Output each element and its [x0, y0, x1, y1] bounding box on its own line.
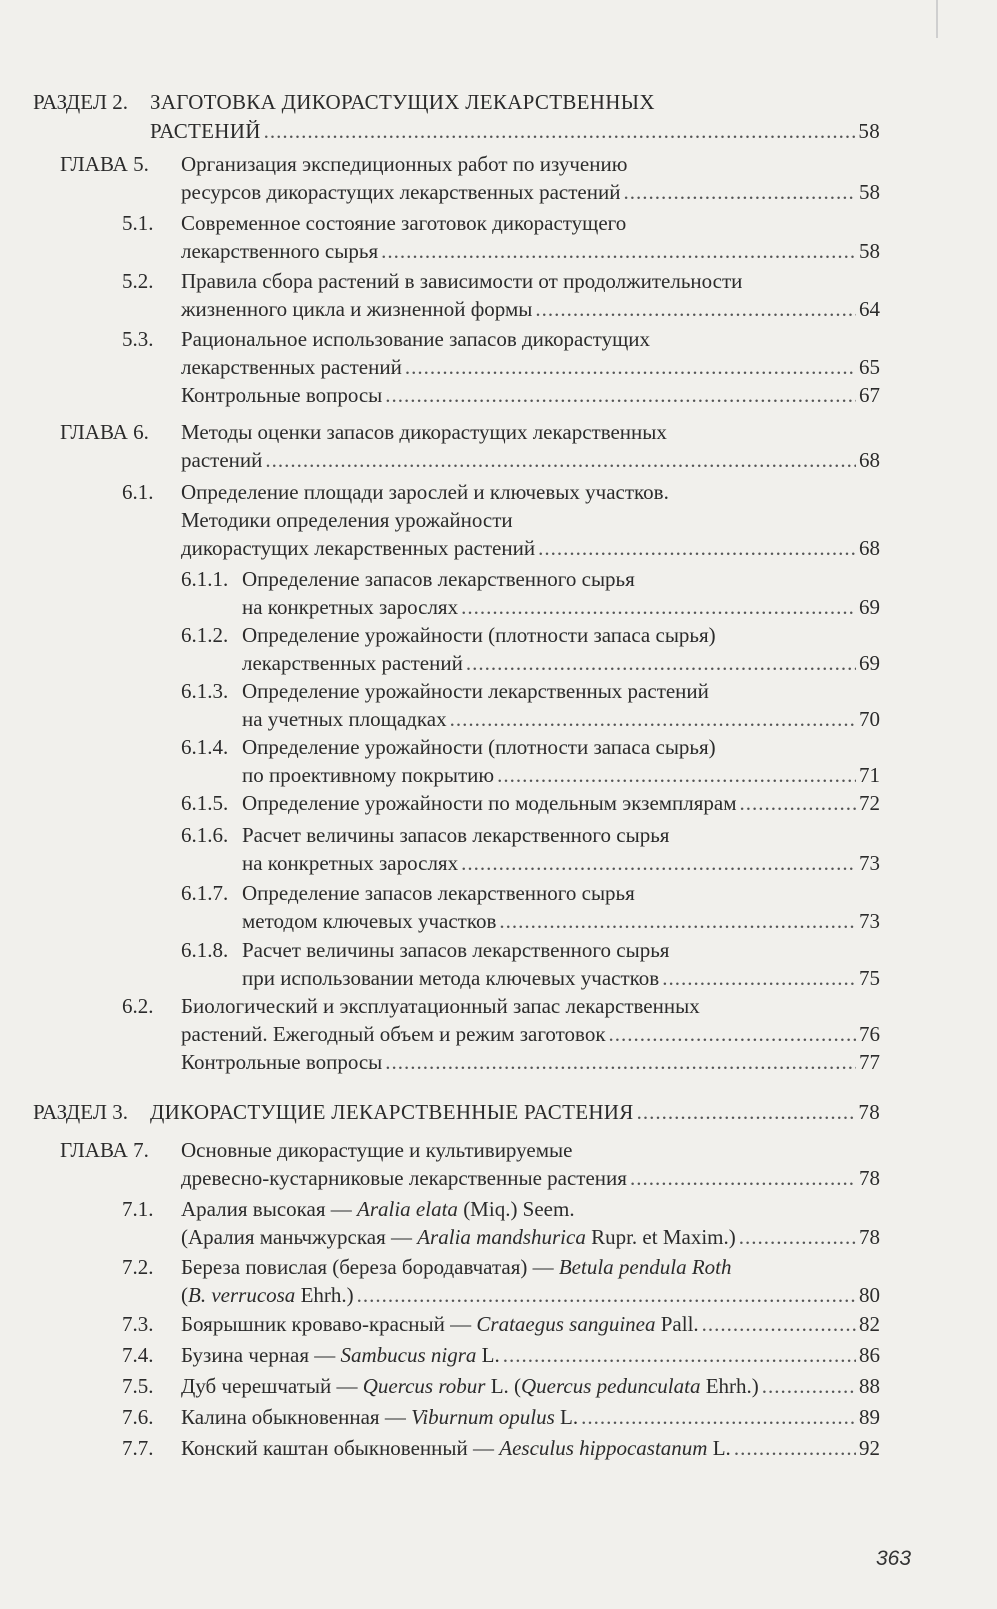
toc-line — [181, 325, 880, 353]
toc-entry-subsub — [181, 621, 880, 677]
toc-line — [181, 1341, 880, 1369]
toc-line — [181, 418, 880, 446]
toc-entry-subsub — [181, 879, 880, 935]
page-ref: 68 — [859, 536, 880, 560]
page-ref: 88 — [859, 1374, 880, 1398]
toc-line — [181, 506, 880, 534]
toc-entry-chapter — [60, 1136, 880, 1192]
toc-line — [181, 1403, 880, 1431]
leader-dots — [609, 1020, 856, 1048]
leader-dots — [385, 1048, 856, 1076]
toc-line-text — [181, 1223, 736, 1251]
toc-entry-label: 5.2. — [122, 269, 154, 293]
text-part: Ehrh.) — [295, 1283, 354, 1307]
latin-name: Aesculus hippocastanum — [499, 1436, 708, 1460]
toc-line-text: Правила сбора растений в зависимости от продолжительности — [181, 269, 743, 293]
toc-entry-section — [33, 1098, 880, 1127]
leader-dots — [461, 849, 856, 877]
toc-line-text: ЗАГОТОВКА ДИКОРАСТУЩИХ ЛЕКАРСТВЕННЫХ — [150, 90, 655, 114]
toc-entry-label: 6.1.1. — [181, 567, 229, 591]
leader-dots — [381, 237, 856, 265]
toc-line-text: лекарственного сырья — [181, 239, 379, 263]
toc-entry-subsub — [181, 789, 880, 817]
leader-dots — [499, 907, 856, 935]
latin-name: Sambucus nigra — [340, 1343, 477, 1367]
toc-line — [242, 649, 880, 677]
toc-line — [181, 178, 880, 206]
leader-dots — [702, 1310, 856, 1338]
text-part: Аралия высокая — — [181, 1197, 358, 1221]
leader-dots — [538, 534, 856, 562]
leader-dots — [405, 353, 856, 381]
toc-line-text: Определение площади зарослей и ключевых участков. — [181, 480, 669, 504]
toc-line-text: ресурсов дикорастущих лекарственных растений — [181, 180, 621, 204]
page-number: 363 — [876, 1547, 912, 1570]
toc-line — [242, 879, 880, 907]
page-ref: 77 — [859, 1050, 880, 1074]
toc-line — [181, 1195, 880, 1223]
latin-name: Betula pendula Roth — [558, 1255, 732, 1279]
text-part: Боярышник кроваво-красный — — [181, 1312, 477, 1336]
text-part: Дуб черешчатый — — [181, 1374, 363, 1398]
toc-entry-label: 7.6. — [122, 1405, 154, 1429]
text-part: Береза повислая (береза бородавчатая) — — [181, 1255, 559, 1279]
toc-entry-label: 6.1. — [122, 480, 154, 504]
text-part: L. — [554, 1405, 579, 1429]
page-ref: 69 — [859, 595, 880, 619]
page-ref: 68 — [859, 448, 880, 472]
toc-line — [242, 677, 880, 705]
leader-dots — [385, 381, 856, 409]
latin-name: Aralia mandshurica — [417, 1225, 586, 1249]
page-ref: 78 — [859, 1225, 880, 1249]
toc-entry-label: 6.1.5. — [181, 791, 229, 815]
latin-name: Viburnum opulus — [411, 1405, 555, 1429]
page-ref: 58 — [859, 180, 880, 204]
toc-entry-label: 7.7. — [122, 1436, 154, 1460]
toc-entry-chapter — [60, 150, 880, 206]
toc-line-text: Биологический и эксплуатационный запас лекарственных — [181, 994, 700, 1018]
text-part: L. ( — [485, 1374, 522, 1398]
toc-line-text: растений — [181, 448, 263, 472]
toc-entry-label: 7.2. — [122, 1255, 154, 1279]
toc-entry-subsub — [181, 733, 880, 789]
toc-line-text: Расчет величины запасов лекарственного сырья — [242, 823, 670, 847]
toc-entry-label: 7.3. — [122, 1312, 154, 1336]
toc-line-text: Методы оценки запасов дикорастущих лекарственных — [181, 420, 667, 444]
toc-line-text: дикорастущих лекарственных растений — [181, 536, 536, 560]
leader-dots — [581, 1403, 856, 1431]
toc-line-text — [181, 1281, 354, 1309]
page-ref: 58 — [858, 119, 880, 143]
toc-line — [181, 1020, 880, 1048]
toc-line — [150, 1098, 880, 1127]
toc-line-text: Определение урожайности (плотности запаса сырья) — [242, 623, 716, 647]
text-part: Pall. — [655, 1312, 699, 1336]
toc-entry-label: РАЗДЕЛ 3. — [33, 1100, 128, 1124]
toc-entry-sub — [122, 1403, 880, 1431]
page-ref: 89 — [859, 1405, 880, 1429]
toc-line — [181, 1164, 880, 1192]
toc-line-text — [181, 1341, 500, 1369]
leader-dots — [630, 1164, 856, 1192]
toc-entry-label: ГЛАВА 6. — [60, 420, 149, 444]
latin-name: Quercus robur — [362, 1374, 486, 1398]
toc-line-text: Определение урожайности (плотности запаса сырья) — [242, 735, 716, 759]
toc-line-text: Определение урожайности по модельным экземплярам — [242, 791, 737, 815]
leader-dots — [264, 117, 856, 146]
page-ref: 67 — [859, 383, 880, 407]
leader-dots — [662, 964, 856, 992]
text-part: Ehrh.) — [700, 1374, 759, 1398]
toc-entry-sub — [122, 1195, 880, 1251]
toc-line — [150, 117, 880, 146]
toc-line — [181, 1253, 880, 1281]
page-ref: 73 — [859, 851, 880, 875]
leader-dots — [357, 1281, 856, 1309]
toc-line — [181, 992, 880, 1020]
toc-entry-section — [33, 88, 880, 146]
toc-line-text: Определение запасов лекарственного сырья — [242, 567, 635, 591]
toc-entry-sub — [122, 267, 880, 323]
toc-line — [181, 237, 880, 265]
toc-entry-subsub — [181, 677, 880, 733]
toc-line — [181, 478, 880, 506]
toc-line — [242, 621, 880, 649]
toc-line — [181, 1434, 880, 1462]
toc-entry-label: ГЛАВА 5. — [60, 152, 149, 176]
text-part: Бузина черная — — [181, 1343, 341, 1367]
toc-line — [181, 1136, 880, 1164]
toc-entry-sub — [122, 1310, 880, 1338]
page-ref: 86 — [859, 1343, 880, 1367]
toc-entry-label: 6.1.4. — [181, 735, 229, 759]
toc-entry-sub — [122, 1434, 880, 1462]
toc-line-text — [181, 1253, 732, 1281]
toc-line — [181, 150, 880, 178]
text-part: L. — [476, 1343, 500, 1367]
latin-name: Quercus pedunculata — [521, 1374, 701, 1398]
toc-entry-sub — [122, 992, 880, 1076]
page-ref: 78 — [859, 1166, 880, 1190]
toc-line-text: Современное состояние заготовок дикорастущего — [181, 211, 627, 235]
leader-dots — [739, 1223, 856, 1251]
latin-name: Aralia elata — [357, 1197, 458, 1221]
text-part: Калина обыкновенная — — [181, 1405, 412, 1429]
toc-entry-sub — [122, 1372, 880, 1400]
toc-entry-label: 6.1.2. — [181, 623, 229, 647]
leader-dots — [461, 593, 856, 621]
toc-entry-sub — [122, 1341, 880, 1369]
toc-line-text: на учетных площадках — [242, 707, 447, 731]
page-ref: 58 — [859, 239, 880, 263]
page-ref: 82 — [859, 1312, 880, 1336]
toc-line-text: Расчет величины запасов лекарственного сырья — [242, 938, 670, 962]
toc-line-text: Основные дикорастущие и культивируемые — [181, 1138, 573, 1162]
toc-entry-sub — [122, 1253, 880, 1309]
toc-line-text: Рациональное использование запасов дикорастущих — [181, 327, 650, 351]
page-ref: 80 — [859, 1283, 880, 1307]
toc-line-text: на конкретных зарослях — [242, 851, 459, 875]
toc-entry-sub — [122, 209, 880, 265]
toc-line — [150, 88, 880, 117]
page-ref: 69 — [859, 651, 880, 675]
latin-name: B. verrucosa — [188, 1283, 296, 1307]
toc-line — [181, 1048, 880, 1076]
toc-line-text: по проективному покрытию — [242, 763, 495, 787]
toc-entry-subsub — [181, 936, 880, 992]
toc-line-text — [181, 1403, 578, 1431]
toc-entry-label: 5.1. — [122, 211, 154, 235]
leader-dots — [637, 1098, 856, 1127]
leader-dots — [623, 178, 856, 206]
toc-line-text — [181, 1372, 759, 1400]
page-ref: 75 — [859, 966, 880, 990]
toc-line — [181, 353, 880, 381]
leader-dots — [450, 705, 856, 733]
toc-entry-label: 7.4. — [122, 1343, 154, 1367]
toc-entry-label: 6.1.8. — [181, 938, 229, 962]
leader-dots — [734, 1434, 856, 1462]
page-ref: 72 — [859, 791, 880, 815]
toc-line-text: на конкретных зарослях — [242, 595, 459, 619]
toc-line — [181, 267, 880, 295]
text-part: (Miq.) Seem. — [457, 1197, 575, 1221]
toc-line — [181, 295, 880, 323]
page-ref: 78 — [858, 1100, 880, 1124]
latin-name: Crataegus sanguinea — [476, 1312, 656, 1336]
leader-dots — [535, 295, 856, 323]
toc-entry-label: 6.1.3. — [181, 679, 229, 703]
toc-line — [242, 849, 880, 877]
page-ref: 70 — [859, 707, 880, 731]
text-part: Конский каштан обыкновенный — — [181, 1436, 500, 1460]
leader-dots — [497, 761, 856, 789]
toc-entry-subsub — [181, 565, 880, 621]
toc-entry-sub — [122, 478, 880, 562]
toc-entry-label: РАЗДЕЛ 2. — [33, 90, 128, 114]
toc-entry-label: 6.2. — [122, 994, 154, 1018]
leader-dots — [265, 446, 856, 474]
toc-line — [242, 733, 880, 761]
leader-dots — [503, 1341, 856, 1369]
text-part: (Аралия маньчжурская — — [181, 1225, 418, 1249]
toc-line-text: Определение урожайности лекарственных растений — [242, 679, 709, 703]
toc-line — [181, 446, 880, 474]
toc-line — [242, 821, 880, 849]
toc-line-text: древесно-кустарниковые лекарственные растения — [181, 1166, 627, 1190]
page-ref: 92 — [859, 1436, 880, 1460]
toc-entry-label: 6.1.7. — [181, 881, 229, 905]
toc-entry-sub — [122, 325, 880, 409]
page-ref: 71 — [859, 763, 880, 787]
toc-entry-subsub — [181, 821, 880, 877]
toc-line — [242, 565, 880, 593]
toc-line-text: растений. Ежегодный объем и режим заготовок — [181, 1022, 606, 1046]
toc-line — [181, 1372, 880, 1400]
toc-line-text: Контрольные вопросы — [181, 383, 383, 407]
toc-line — [181, 209, 880, 237]
toc-line-text — [181, 1310, 699, 1338]
toc-entry-label: 7.1. — [122, 1197, 154, 1221]
toc-line-text: Методики определения урожайности — [181, 508, 513, 532]
toc-line-text: РАСТЕНИЙ — [150, 119, 261, 143]
toc-line — [242, 964, 880, 992]
toc-line — [181, 534, 880, 562]
page-ref: 64 — [859, 297, 880, 321]
toc-line-text: Организация экспедиционных работ по изучению — [181, 152, 628, 176]
text-part: L. — [707, 1436, 731, 1460]
toc-line — [242, 761, 880, 789]
toc-line — [242, 907, 880, 935]
toc-line-text: Контрольные вопросы — [181, 1050, 383, 1074]
toc-line — [242, 705, 880, 733]
page-edge-mark — [936, 0, 938, 38]
toc-line — [242, 789, 880, 817]
toc-line-text: лекарственных растений — [242, 651, 463, 675]
page-ref: 73 — [859, 909, 880, 933]
page-ref: 65 — [859, 355, 880, 379]
page-ref: 76 — [859, 1022, 880, 1046]
toc-line — [181, 1281, 880, 1309]
toc-line-text: лекарственных растений — [181, 355, 402, 379]
toc-line — [181, 1223, 880, 1251]
toc-line-text: жизненного цикла и жизненной формы — [181, 297, 533, 321]
text-part: Rupr. et Maxim.) — [585, 1225, 736, 1249]
toc-entry-label: 5.3. — [122, 327, 154, 351]
toc-line — [242, 593, 880, 621]
toc-line — [242, 936, 880, 964]
toc-entry-chapter — [60, 418, 880, 474]
toc-line — [181, 1310, 880, 1338]
toc-line-text: Определение запасов лекарственного сырья — [242, 881, 635, 905]
leader-dots — [762, 1372, 856, 1400]
toc-entry-label: 7.5. — [122, 1374, 154, 1398]
toc-line-text — [181, 1434, 731, 1462]
leader-dots — [466, 649, 856, 677]
text-part: ( — [181, 1283, 188, 1307]
toc-entry-label: 6.1.6. — [181, 823, 229, 847]
toc-line-text — [181, 1195, 575, 1223]
toc-line-text: при использовании метода ключевых участков — [242, 966, 660, 990]
leader-dots — [740, 789, 856, 817]
toc-line — [181, 381, 880, 409]
toc-line-text: методом ключевых участков — [242, 909, 497, 933]
toc-entry-label: ГЛАВА 7. — [60, 1138, 149, 1162]
toc-line-text: ДИКОРАСТУЩИЕ ЛЕКАРСТВЕННЫЕ РАСТЕНИЯ — [150, 1100, 634, 1124]
